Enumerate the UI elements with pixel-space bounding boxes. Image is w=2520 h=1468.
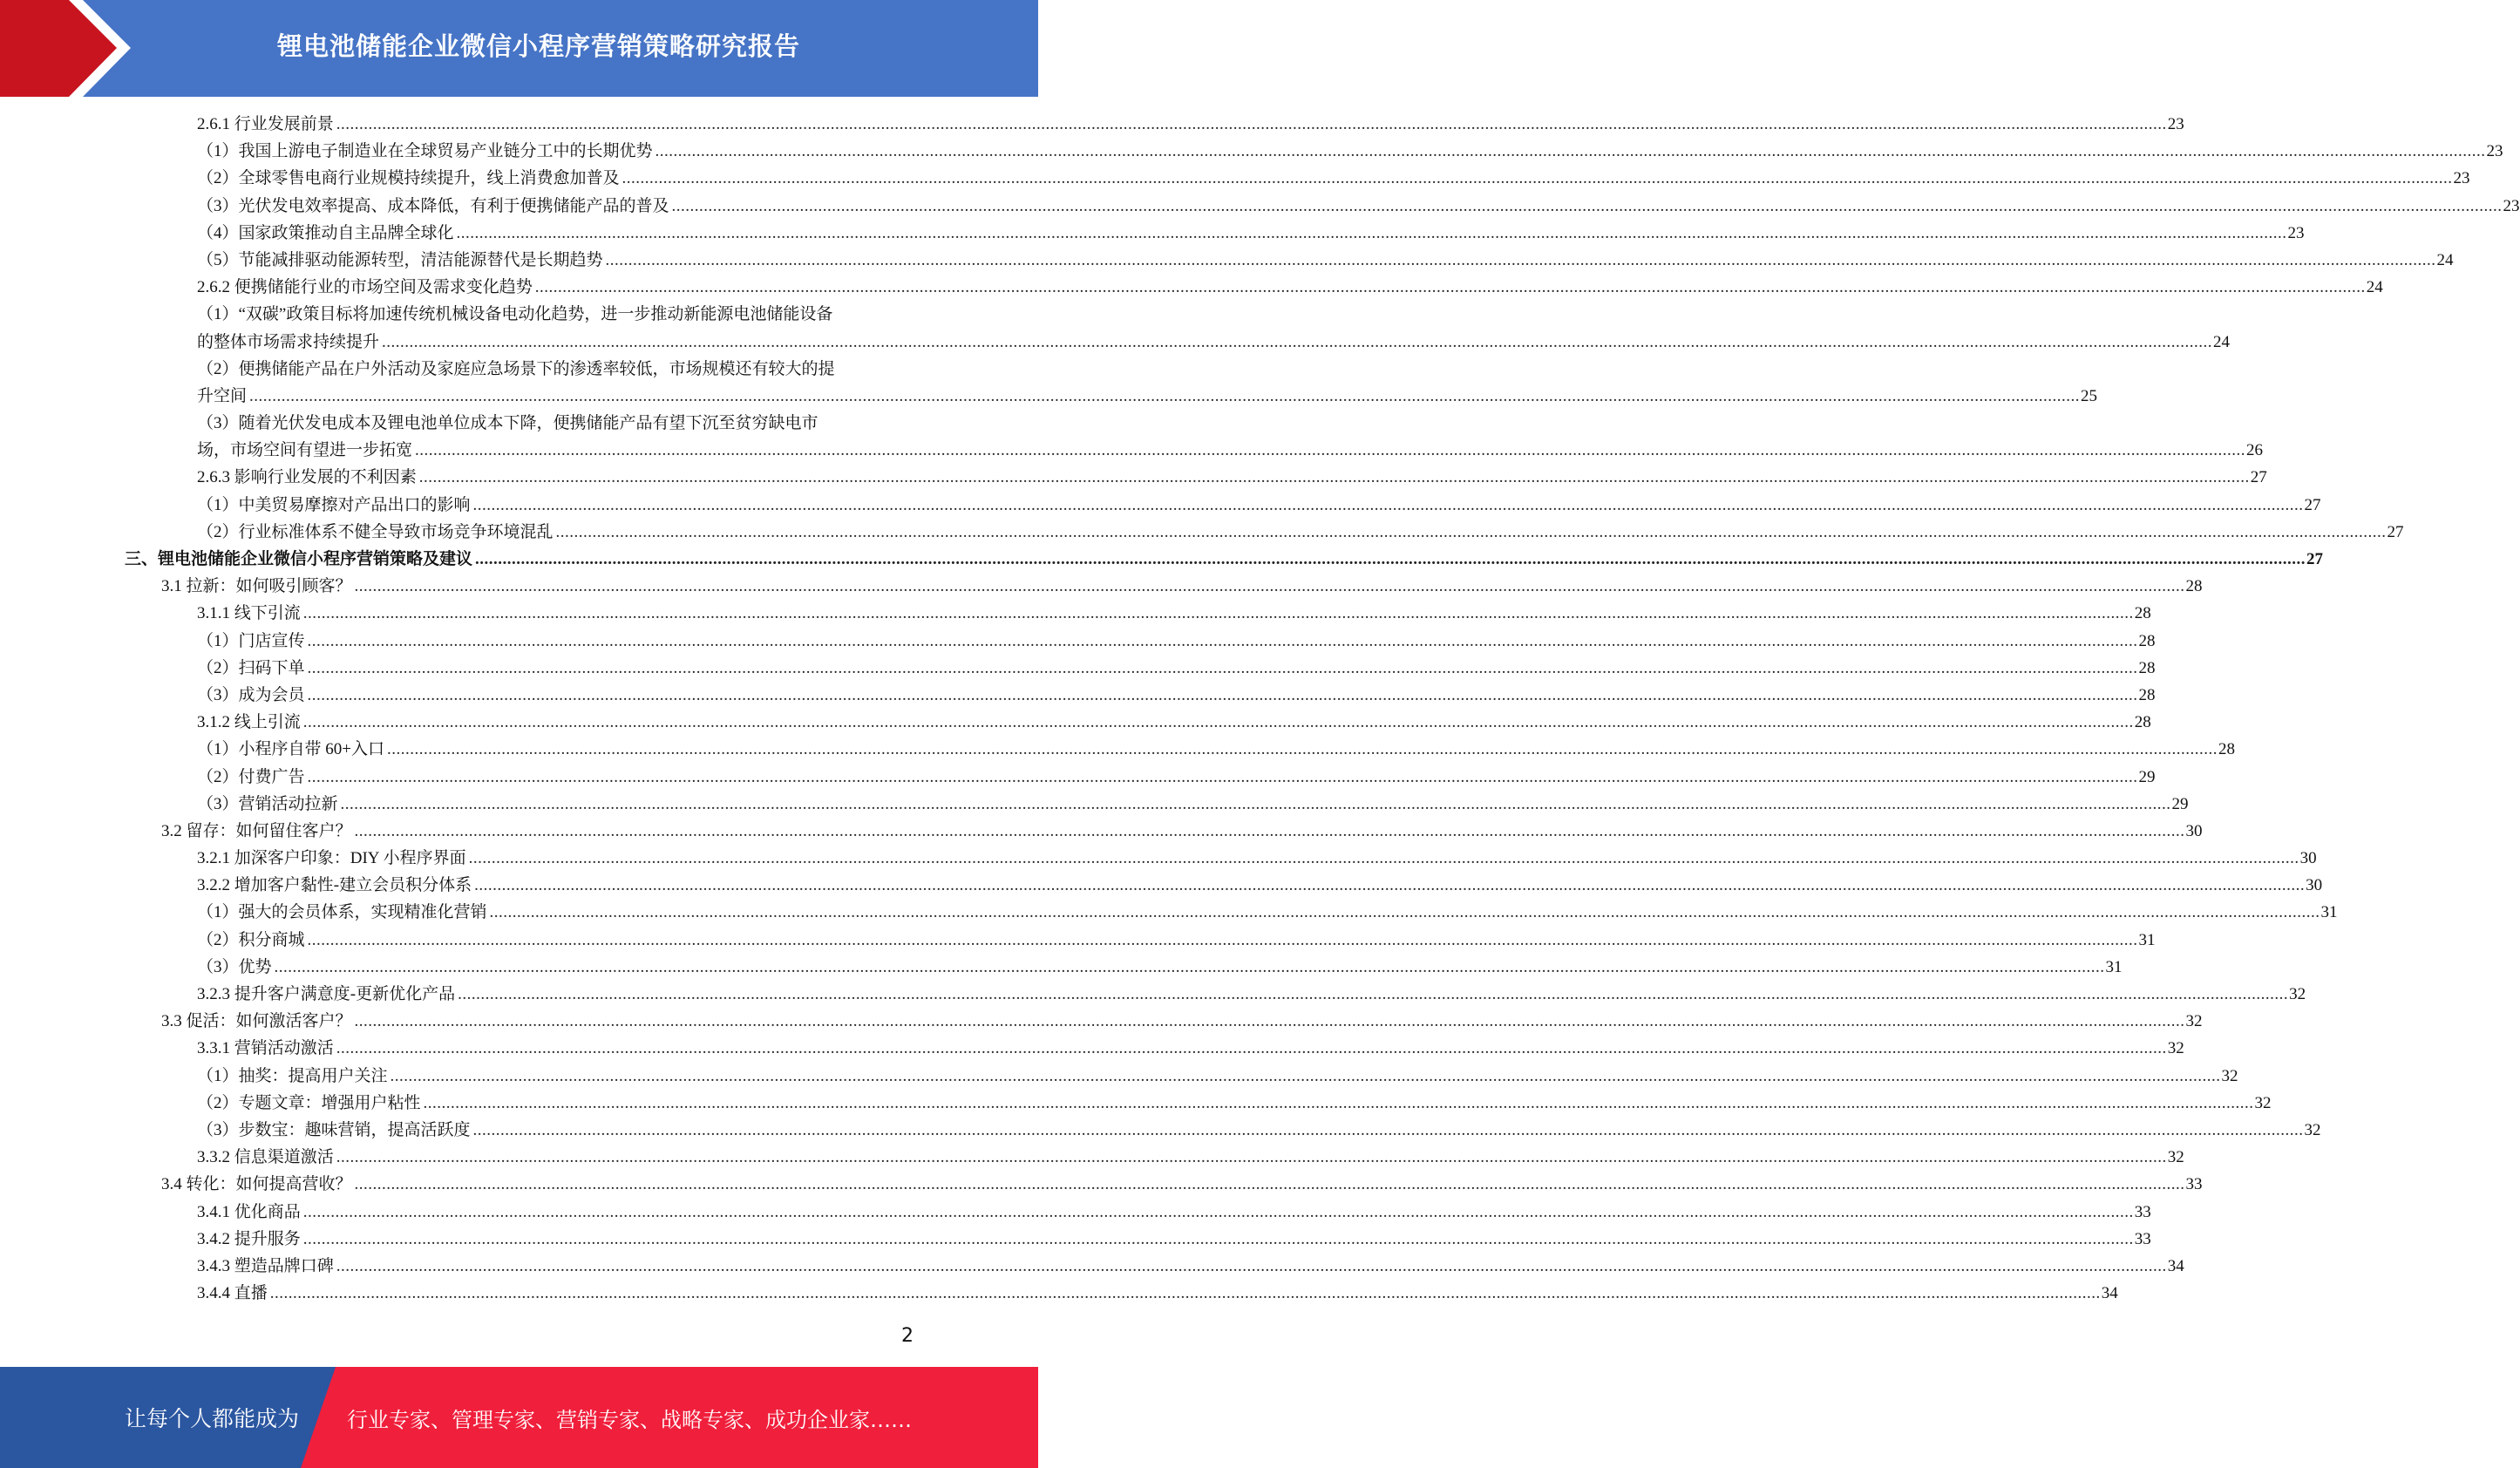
toc-page-number: 30 <box>2299 849 2317 868</box>
toc-entry[interactable] <box>0 573 2203 600</box>
toc-entry[interactable] <box>0 220 2305 247</box>
toc-entry-text: 升空间 <box>197 386 248 405</box>
toc-entry[interactable] <box>0 600 2151 627</box>
toc-page-number: 27 <box>2387 522 2404 541</box>
toc-leader-dots: ................................................................................................................................................................................................................................................................................................................................................................................................................ <box>354 1012 2185 1031</box>
toc-entry[interactable] <box>0 1171 2203 1198</box>
toc-page-number: 23 <box>2486 142 2503 161</box>
toc-entry-text: 3.1.2 线上引流 <box>197 713 301 732</box>
header-chevron-icon <box>0 0 117 97</box>
toc-entry[interactable] <box>0 138 2503 165</box>
toc-entry[interactable] <box>0 329 2231 356</box>
toc-leader-dots: ................................................................................................................................................................................................................................................................................................................................................................................................................ <box>605 250 2436 269</box>
toc-entry-text: 3.4.3 塑造品牌口碑 <box>197 1256 334 1275</box>
toc-entry[interactable] <box>0 274 2383 301</box>
toc-leader-dots: ................................................................................................................................................................................................................................................................................................................................................................................................................ <box>336 1148 2167 1167</box>
toc-entry[interactable] <box>0 1226 2151 1253</box>
toc-page-number: 27 <box>2250 468 2267 487</box>
toc-entry-line <box>0 410 1038 437</box>
toc-leader-dots: ................................................................................................................................................................................................................................................................................................................................................................................................................ <box>382 332 2213 351</box>
toc-entry-text: 3.2.3 提升客户满意度-更新优化产品 <box>197 985 456 1003</box>
toc-entry[interactable] <box>0 845 2317 872</box>
toc-entry-text: （3）随着光伏发电成本及锂电池单位成本下降，便携储能产品有望下沉至贫穷缺电市 <box>197 414 818 433</box>
toc-page-number: 29 <box>2138 767 2156 786</box>
toc-leader-dots: ................................................................................................................................................................................................................................................................................................................................................................................................................ <box>415 441 2246 460</box>
toc-leader-dots: ................................................................................................................................................................................................................................................................................................................................................................................................................ <box>555 522 2387 541</box>
toc-page-number: 24 <box>2436 250 2454 269</box>
toc-leader-dots: ................................................................................................................................................................................................................................................................................................................................................................................................................ <box>474 876 2306 895</box>
toc-page-number: 30 <box>2306 876 2323 895</box>
toc-entry[interactable] <box>0 1063 2238 1090</box>
toc-page-number: 32 <box>2304 1120 2321 1139</box>
toc-page-number: 30 <box>2185 821 2203 840</box>
toc-entry[interactable] <box>0 546 2324 573</box>
page-footer <box>0 1367 1038 1468</box>
toc-entry-text: 2.6.1 行业发展前景 <box>197 115 334 133</box>
toc-leader-dots: ................................................................................................................................................................................................................................................................................................................................................................................................................ <box>336 115 2167 133</box>
toc-page-number: 28 <box>2134 604 2151 623</box>
toc-leader-dots: ................................................................................................................................................................................................................................................................................................................................................................................................................ <box>307 631 2138 650</box>
toc-entry-text: （4）国家政策推动自主品牌全球化 <box>197 223 454 242</box>
toc-entry[interactable] <box>0 1008 2203 1035</box>
toc-page-number: 33 <box>2134 1202 2151 1221</box>
toc-page-number: 29 <box>2171 794 2189 813</box>
toc-page-number: 34 <box>2167 1256 2184 1275</box>
toc-entry[interactable] <box>0 437 2264 464</box>
toc-entry-text: 2.6.3 影响行业发展的不利因素 <box>197 468 417 487</box>
toc-entry[interactable] <box>0 1117 2321 1144</box>
toc-page-number: 28 <box>2138 658 2156 677</box>
toc-entry-text: 3.2.1 加深客户印象：DIY 小程序界面 <box>197 849 466 868</box>
toc-entry-text: （3）光伏发电效率提高、成本降低，有利于便携储能产品的普及 <box>197 196 669 215</box>
toc-entry[interactable] <box>0 764 2156 791</box>
toc-entry-text: （3）成为会员 <box>197 685 305 704</box>
toc-page-number: 28 <box>2138 685 2156 704</box>
toc-entry[interactable] <box>0 709 2151 736</box>
toc-leader-dots: ................................................................................................................................................................................................................................................................................................................................................................................................................ <box>302 1229 2134 1248</box>
toc-leader-dots: ................................................................................................................................................................................................................................................................................................................................................................................................................ <box>269 1284 2101 1303</box>
toc-entry[interactable] <box>0 247 2454 274</box>
toc-leader-dots: ................................................................................................................................................................................................................................................................................................................................................................................................................ <box>249 386 2081 405</box>
toc-page-number: 34 <box>2101 1284 2118 1303</box>
toc-leader-dots: ................................................................................................................................................................................................................................................................................................................................................................................................................ <box>671 196 2503 215</box>
toc-page-number: 28 <box>2138 631 2156 650</box>
toc-entry-text: （2）全球零售电商行业规模持续提升，线上消费愈加普及 <box>197 169 620 188</box>
toc-entry[interactable] <box>0 818 2203 845</box>
toc-entry[interactable] <box>0 383 2098 410</box>
toc-entry-text: （3）优势 <box>197 957 272 976</box>
toc-entry-line <box>0 356 1038 383</box>
toc-entry[interactable] <box>0 1035 2184 1062</box>
toc-entry[interactable] <box>0 111 2184 138</box>
toc-page-number: 25 <box>2081 386 2098 405</box>
toc-entry[interactable] <box>0 1199 2151 1226</box>
toc-entry-text: 3.3 促活：如何激活客户？ <box>161 1012 352 1031</box>
toc-entry[interactable] <box>0 981 2306 1008</box>
toc-page-number: 26 <box>2246 441 2264 460</box>
toc-leader-dots: ................................................................................................................................................................................................................................................................................................................................................................................................................ <box>307 930 2138 949</box>
toc-entry-text: 3.1.1 线下引流 <box>197 604 301 623</box>
toc-entry-text: （5）节能减排驱动能源转型，清洁能源替代是长期趋势 <box>197 250 603 269</box>
toc-leader-dots: ................................................................................................................................................................................................................................................................................................................................................................................................................ <box>274 957 2105 976</box>
toc-leader-dots: ................................................................................................................................................................................................................................................................................................................................................................................................................ <box>472 1120 2304 1139</box>
toc-entry[interactable] <box>0 628 2156 655</box>
toc-entry-text: 3.2 留存：如何留住客户？ <box>161 821 352 840</box>
toc-leader-dots: ................................................................................................................................................................................................................................................................................................................................................................................................................ <box>307 685 2138 704</box>
toc-entry-text: （3）步数宝：趣味营销，提高活跃度 <box>197 1120 471 1139</box>
report-title: 锂电池储能企业微信小程序营销策略研究报告 <box>276 31 800 61</box>
toc-entry-text: （1）小程序自带 60+入口 <box>197 740 384 759</box>
toc-entry-line <box>0 301 1038 328</box>
toc-page-number: 23 <box>2287 223 2305 242</box>
toc-page-number: 31 <box>2105 957 2123 976</box>
toc-leader-dots: ................................................................................................................................................................................................................................................................................................................................................................................................................ <box>302 713 2134 732</box>
toc-entry[interactable] <box>0 1144 2184 1171</box>
toc-entry-text: （2）扫码下单 <box>197 658 305 677</box>
toc-leader-dots: ................................................................................................................................................................................................................................................................................................................................................................................................................ <box>489 903 2320 922</box>
toc-entry[interactable] <box>0 682 2156 709</box>
toc-page-number: 23 <box>2167 115 2184 133</box>
page-header <box>0 0 1038 97</box>
toc-entry-text: 3.4.2 提升服务 <box>197 1229 301 1248</box>
toc-leader-dots: ................................................................................................................................................................................................................................................................................................................................................................................................................ <box>302 1202 2134 1221</box>
toc-entry[interactable] <box>0 193 2520 220</box>
toc-leader-dots: ................................................................................................................................................................................................................................................................................................................................................................................................................ <box>423 1093 2254 1112</box>
toc-entry-text: （1）“双碳”政策目标将加速传统机械设备电动化趋势，进一步推动新能源电池储能设备 <box>197 305 833 324</box>
toc-page-number: 32 <box>2254 1093 2272 1112</box>
toc-entry-text: （1）抽奖：提高用户关注 <box>197 1066 388 1085</box>
toc-entry-text: 场，市场空间有望进一步拓宽 <box>197 441 413 460</box>
toc-page-number: 33 <box>2185 1175 2203 1194</box>
toc-leader-dots: ................................................................................................................................................................................................................................................................................................................................................................................................................ <box>307 658 2138 677</box>
toc-page-number: 23 <box>2503 196 2520 215</box>
table-of-contents <box>0 111 2520 1307</box>
toc-entry-text: （2）便携储能产品在户外活动及家庭应急场景下的渗透率较低，市场规模还有较大的提 <box>197 359 835 378</box>
footer-roles: 行业专家、管理专家、营销专家、战略专家、成功企业家…… <box>347 1407 912 1432</box>
toc-leader-dots: ................................................................................................................................................................................................................................................................................................................................................................................................................ <box>302 604 2134 623</box>
toc-entry[interactable] <box>0 464 2267 491</box>
toc-page-number: 28 <box>2185 577 2203 596</box>
toc-leader-dots: ................................................................................................................................................................................................................................................................................................................................................................................................................ <box>475 550 2306 568</box>
toc-entry-text: 2.6.2 便携储能行业的市场空间及需求变化趋势 <box>197 278 533 297</box>
toc-page-number: 24 <box>2366 278 2383 297</box>
toc-entry[interactable] <box>0 519 2404 546</box>
toc-entry-text: 3.3.1 营销活动激活 <box>197 1039 334 1058</box>
toc-leader-dots: ................................................................................................................................................................................................................................................................................................................................................................................................................ <box>336 1256 2167 1275</box>
toc-entry-text: 3.4.4 直播 <box>197 1284 268 1303</box>
toc-entry[interactable] <box>0 492 2321 519</box>
toc-entry-text: （1）中美贸易摩擦对产品出口的影响 <box>197 495 471 514</box>
toc-entry-text: （1）我国上游电子制造业在全球贸易产业链分工中的长期优势 <box>197 142 653 161</box>
toc-page-number: 27 <box>2304 495 2321 514</box>
toc-entry-text: 3.1 拉新：如何吸引顾客？ <box>161 577 352 596</box>
toc-page-number: 33 <box>2134 1229 2151 1248</box>
toc-page-number: 32 <box>2185 1012 2203 1031</box>
toc-page-number: 32 <box>2289 985 2306 1003</box>
toc-page-number: 32 <box>2167 1148 2184 1167</box>
toc-leader-dots: ................................................................................................................................................................................................................................................................................................................................................................................................................ <box>418 468 2250 487</box>
footer-slogan: 让每个人都能成为 <box>125 1406 300 1431</box>
toc-entry-text: 3.4.1 优化商品 <box>197 1202 301 1221</box>
toc-page-number: 28 <box>2134 713 2151 732</box>
toc-page-number: 31 <box>2320 903 2338 922</box>
toc-leader-dots: ................................................................................................................................................................................................................................................................................................................................................................................................................ <box>622 169 2453 188</box>
toc-entry-text: （3）营销活动拉新 <box>197 794 338 813</box>
toc-entry-text: （2）积分商城 <box>197 930 305 949</box>
toc-leader-dots: ................................................................................................................................................................................................................................................................................................................................................................................................................ <box>336 1039 2167 1058</box>
toc-leader-dots: ................................................................................................................................................................................................................................................................................................................................................................................................................ <box>354 821 2185 840</box>
toc-leader-dots: ................................................................................................................................................................................................................................................................................................................................................................................................................ <box>468 849 2299 868</box>
toc-entry-text: （2）专题文章：增强用户粘性 <box>197 1093 421 1112</box>
toc-leader-dots: ................................................................................................................................................................................................................................................................................................................................................................................................................ <box>655 142 2486 161</box>
toc-entry[interactable] <box>0 655 2156 682</box>
toc-entry[interactable] <box>0 1253 2184 1280</box>
toc-leader-dots: ................................................................................................................................................................................................................................................................................................................................................................................................................ <box>472 495 2304 514</box>
toc-entry-text: 3.3.2 信息渠道激活 <box>197 1148 334 1167</box>
toc-entry[interactable] <box>0 1090 2272 1117</box>
toc-entry[interactable] <box>0 899 2338 926</box>
toc-entry-text: （2）行业标准体系不健全导致市场竞争环境混乱 <box>197 522 554 541</box>
toc-entry[interactable] <box>0 1280 2118 1307</box>
toc-leader-dots: ................................................................................................................................................................................................................................................................................................................................................................................................................ <box>307 767 2138 786</box>
toc-leader-dots: ................................................................................................................................................................................................................................................................................................................................................................................................................ <box>456 223 2287 242</box>
toc-entry-text: （1）强大的会员体系，实现精准化营销 <box>197 903 487 922</box>
toc-leader-dots: ................................................................................................................................................................................................................................................................................................................................................................................................................ <box>386 740 2218 759</box>
toc-entry[interactable] <box>0 165 2470 192</box>
toc-page-number: 32 <box>2167 1039 2184 1058</box>
toc-leader-dots: ................................................................................................................................................................................................................................................................................................................................................................................................................ <box>354 1175 2185 1194</box>
toc-entry[interactable] <box>0 736 2235 763</box>
toc-page-number: 27 <box>2306 550 2324 568</box>
toc-page-number: 24 <box>2213 332 2231 351</box>
toc-entry-text: 3.2.2 增加客户黏性-建立会员积分体系 <box>197 876 472 895</box>
toc-leader-dots: ................................................................................................................................................................................................................................................................................................................................................................................................................ <box>340 794 2171 813</box>
toc-leader-dots: ................................................................................................................................................................................................................................................................................................................................................................................................................ <box>534 278 2366 297</box>
toc-entry-text: （1）门店宣传 <box>197 631 305 650</box>
toc-leader-dots: ................................................................................................................................................................................................................................................................................................................................................................................................................ <box>390 1066 2221 1085</box>
toc-page-number: 32 <box>2221 1066 2238 1085</box>
toc-entry-text: 3.4 转化：如何提高营收？ <box>161 1175 352 1194</box>
toc-leader-dots: ................................................................................................................................................................................................................................................................................................................................................................................................................ <box>458 985 2289 1003</box>
toc-page-number: 31 <box>2138 930 2156 949</box>
toc-entry-text: 三、锂电池储能企业微信小程序营销策略及建议 <box>125 550 473 568</box>
toc-leader-dots: ................................................................................................................................................................................................................................................................................................................................................................................................................ <box>354 577 2185 596</box>
toc-entry-text: （2）付费广告 <box>197 767 305 786</box>
toc-entry-text: 的整体市场需求持续提升 <box>197 332 380 351</box>
page-number: 2 <box>901 1325 914 1347</box>
toc-entry[interactable] <box>0 872 2323 899</box>
toc-entry[interactable] <box>0 791 2189 818</box>
toc-page-number: 28 <box>2218 740 2235 759</box>
toc-page-number: 23 <box>2453 169 2470 188</box>
toc-entry[interactable] <box>0 954 2123 981</box>
toc-entry[interactable] <box>0 927 2156 954</box>
